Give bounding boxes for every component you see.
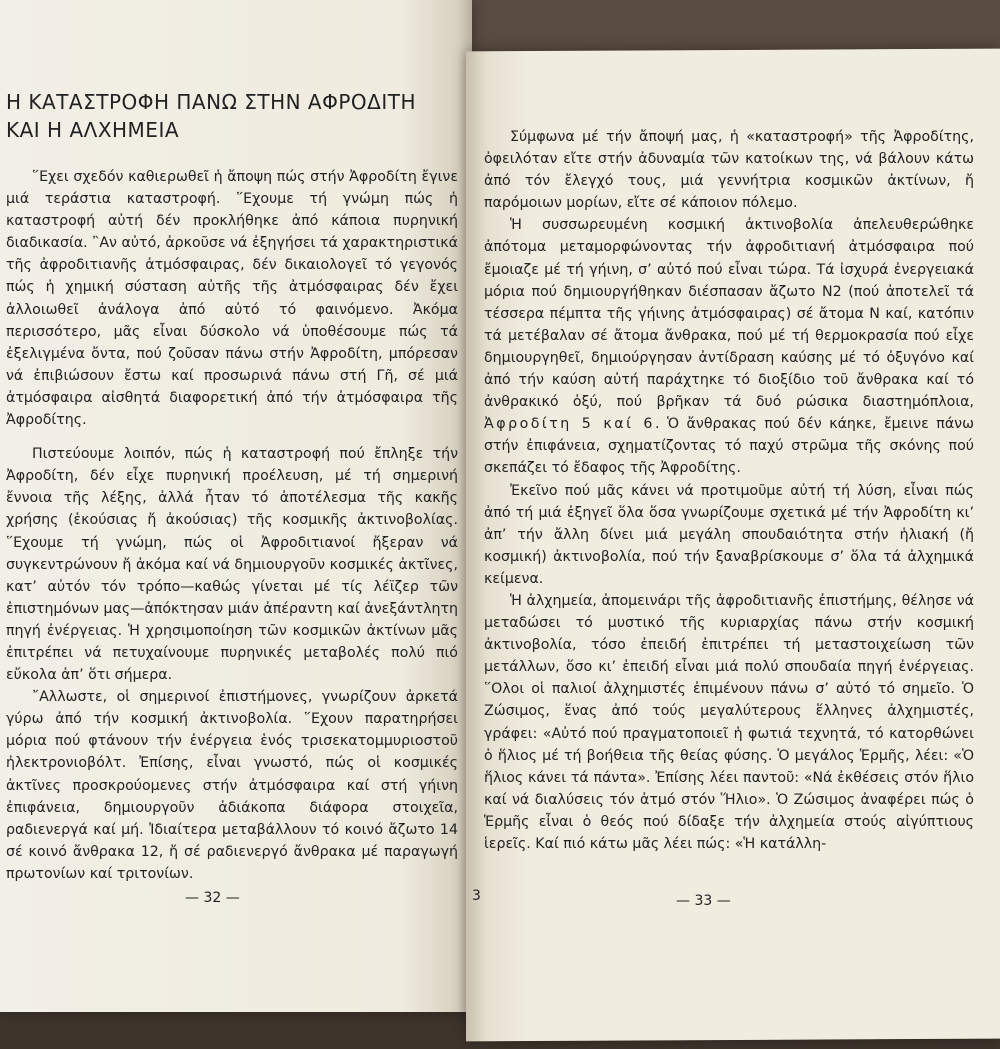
right-paragraph-2 [484, 214, 974, 479]
left-paragraph-2: Πιστεύουμε λοιπόν, πώς ἡ καταστροφή πού ἔπληξε τήν Ἀφροδίτη, δέν εἶχε πυρηνική προέλευση, μέ τή σημερινή ἔννοια τῆς λέξης, ἀλλά ἦταν τό ἀποτέλεσμα τῆς κακῆς χρήσης (ἑκούσιας ἤ ἀκούσιας) τῆς κοσμικῆς ἀκτινοβολίας. ῞Εχουμε τή γνώμη, πώς οἱ Ἀφροδιτιανοί ἤξεραν νά συγκεντρώνουν ἤ ἀκόμα καί νά δημιουργοῦν κοσμικές ἀκτῖνες, κατ’ αὐτόν τόν τρόπο—καθώς γίνεται μέ τίς λέϊζερ τῶν ἐπιστημόνων μας—ἀπόκτησαν μιάν ἀπέραντη καί ἀνεξάντλητη πηγή ἐνέργειας. Ἡ χρησιμοποίηση τῶν κοσμικῶν ἀκτίνων μᾶς ἐπιτρέπει νά πετυχαίνουμε πυρηνικές μεταβολές πολύ πιό εὔκολα ἀπ’ ὅτι σήμερα. [6, 446, 458, 684]
chapter-title-line2: ΚΑΙ Η ΑΛΧΗΜΕΙΑ [6, 118, 180, 142]
chapter-title-line1: Η ΚΑΤΑΣΤΡΟΦΗ ΠΑΝΩ ΣΤΗΝ ΑΦΡΟΔΙΤΗ [6, 90, 416, 114]
right-paragraph-2-part-a: Ἡ συσσωρευμένη κοσμική ἀκτινοβολία ἀπελευθερώθηκε ἀπότομα μεταμορφώνοντας τήν ἀφροδιτιανή ἀτμόσφαιρα πού ἔμοιαζε μέ τή γήινη, σ’ αὐτό πού εἶναι τώρα. Τά ἰσχυρά ἐνεργειακά μόρια πού δημιουργήθηκαν διέσπασαν ἄζωτο Ν2 (πού ἀποτελεῖ τά τέσσερα πέμπτα τῆς γήινης ἀτμόσφαιρας) σέ ἄτομα Ν καί, κατόπιν τά μετέβαλαν σέ ἄτομα ἄνθρακα, πού μέ τή θερμοκρασία πού εἶχε δημιουργηθεῖ, δημιούργησαν ἀντίδραση καύσης μέ τό ὀξυγόνο καί ἀπό τήν καύση αὐτή παράχτηκε τό διοξίδιο τοῦ ἄνθρακα καί τό ἀνθρακικό ὀξύ, πού βρῆκαν τά δυό ρώσικα διαστημόπλοια, [484, 217, 974, 411]
right-paragraph-1: Σύμφωνα μέ τήν ἄποψή μας, ἡ «καταστροφή» τῆς Ἀφροδίτης, ὀφειλόταν εἴτε στήν ἀδυναμία τῶν κατοίκων της, νά βάλουν κάτω ἀπό τόν ἔλεγχό τους, μιά γεννήτρια κοσμικῶν ἀκτίνων, ἤ παρόμοιων μορίων, εἴτε σέ κάποιον πόλεμο. [484, 129, 974, 212]
page-number-fragment: 3 [472, 888, 481, 904]
spaced-spacecraft-name: Ἀφροδίτη 5 καί 6 [484, 416, 655, 433]
chapter-title [6, 88, 458, 144]
right-paragraph-4: Ἡ ἀλχημεία, ἀπομεινάρι τῆς ἀφροδιτιανῆς ἐπιστήμης, θέλησε νά μεταδώσει τό μυστικό τῆς κυριαρχίας πάνω στήν κοσμική ἀκτινοβολία, τόσο ἐπειδή ἐπιτρέπει τή μεταστοιχείωση τῶν μετάλλων, ὅσο κι’ ἐπειδή εἶναι μιά πολύ σπουδαία πηγή ἐνέργειας. ῞Ολοι οἱ παλιοί ἀλχημιστές ἐπιμένουν πάνω σ’ αὐτό τό σημεῖο. Ὁ Ζώσιμος, ἕνας ἀπό τούς μεγαλύτερους ἕλληνες ἀλχημιστές, γράφει: «Αὐτό πού πραγματοποιεῖ ἡ φωτιά τεχνητά, τό κατορθώνει ὁ ἥλιος μέ τή βοήθεια τῆς θείας φύσης. Ὁ μεγάλος Ἑρμῆς, λέει: «Ὁ ἥλιος κάνει τά πάντα». Ἐπίσης λέει παντοῦ: «Νά ἐκθέσεις στόν ἥλιο καί νά διαλύσεις τόν ἀτμό στόν Ἥλιο». Ὁ Ζώσιμος ἀναφέρει πώς ὁ Ἑρμῆς εἶναι ὁ θεός πού δίδαξε τήν ἀλχημεία στούς αἰγύπτιους ἱερεῖς. Καί πιό κάτω μᾶς λέει πώς: «Ἡ κατάλλη- [484, 592, 974, 852]
left-page-text [6, 88, 458, 885]
right-paragraph-3: Ἐκεῖνο πού μᾶς κάνει νά προτιμοῦμε αὐτή τή λύση, εἶναι πώς ἀπό τή μιά ἐξηγεῖ ὅλα ὅσα γνωρίζουμε σχετικά μέ τήν Ἀφροδίτη κι’ ἀπ’ τήν ἄλλη δίνει μιά μεγάλη σπουδαιότητα στήν ἡλιακή (ἤ κοσμική) ἀκτινοβολία, πού τήν ξαναβρίσκουμε σ’ ὅλα τά ἀλχημικά κείμενα. [484, 482, 974, 587]
page-number-right: — 33 — [676, 893, 731, 909]
right-page-text [484, 126, 974, 855]
left-paragraph-1: ῞Εχει σχεδόν καθιερωθεῖ ἡ ἄποψη πώς στήν Ἀφροδίτη ἔγινε μιά τεράστια καταστροφή. ῞Εχουμε τή γνώμη πώς ἡ καταστροφή αὐτή δέν προκλήθηκε ἀπό κάποια πυρηνική διαδικασία. ῍Αν αὐτό, ἀρκοῦσε νά ἐξηγήσει τά χαρακτηριστικά τῆς ἀφροδιτιανῆς ἀτμόσφαιρας, δέν δικαιολογεῖ τό γεγονός πώς ἡ χημική σύσταση αὐτῆς τῆς ἀτμόσφαιρας δέν ἔχει ἀλλοιωθεῖ ἀνάλογα ἀπό αὐτό τό φαινόμενο. Ἀκόμα περισσότερο, μᾶς εἶναι δύσκολο νά ὑποθέσουμε πώς τά ἐξελιγμένα ὄντα, πού ζοῦσαν πάνω στήν Ἀφροδίτη, μπόρεσαν νά ἐπιβιώσουν ἔστω καί προσωρινά πάνω στή Γῆ, σέ μιά ἀτμόσφαιρα αἰσθητά διαφορετική ἀπό τήν ἀτμόσφαιρα τῆς Ἀφροδίτης. [6, 169, 458, 429]
page-number-left: — 32 — [185, 890, 240, 906]
left-paragraph-3: ῎Αλλωστε, οἱ σημερινοί ἐπιστήμονες, γνωρίζουν ἀρκετά γύρω ἀπό τήν κοσμική ἀκτινοβολία. ῞Εχουν παρατηρήσει μόρια πού φτάνουν τήν ἐνέργεια ἑνός τρισεκατομμυριοστοῦ ἠλεκτρονιοβόλτ. Ἐπίσης, εἶναι γνωστό, πώς οἱ κοσμικές ἀκτῖνες προσκρούομενες στήν ἀτμόσφαιρα καί στή γήινη ἐπιφάνεια, δημιουργοῦν ἀδιάκοπα διάφορα στοιχεῖα, ραδιενεργά καί μή. Ἰδιαίτερα μεταβάλλουν τό κοινό ἄζωτο 14 σέ κοινό ἄνθρακα 12, ἤ σέ ραδιενεργό ἄνθρακα μέ παραγωγή πρωτονίων καί τριτονίων. [6, 689, 458, 882]
right-paragraph-2-part-b: . Ὁ ἄνθρακας πού δέν κάηκε, ἔμεινε πάνω στήν ἐπιφάνεια, σχηματίζοντας τό παχύ στρῶμα τῆς σκόνης πού σκεπάζει τό ἔδαφος τῆς Ἀφροδίτης. [484, 416, 974, 477]
